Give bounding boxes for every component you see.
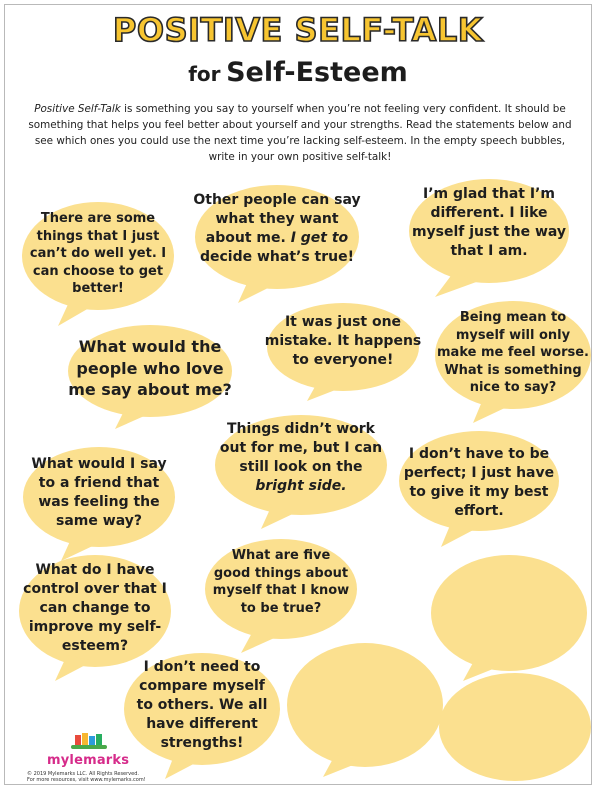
- speech-bubble: [192, 183, 362, 305]
- bubble-line: people who love: [76, 358, 224, 378]
- bubble-text: [19, 455, 179, 531]
- bubble-line: What would I say: [31, 456, 167, 472]
- bubble-line: I’m glad that I’m: [423, 186, 555, 202]
- bubble-text: [433, 309, 593, 397]
- speech-bubble: [263, 301, 423, 403]
- bubble-line: myself just the way: [411, 223, 567, 240]
- bubble-line: Things didn’t work: [227, 421, 375, 437]
- intro-paragraph: [27, 101, 573, 165]
- bubble-line: mistake. It happens: [264, 332, 422, 349]
- bubble-line: Other people can say: [193, 192, 361, 208]
- bubble-line: What do I have: [35, 562, 155, 578]
- bubble-line: myself that I know: [212, 583, 350, 599]
- bubble-line: things that I just: [36, 228, 160, 244]
- speech-bubble: [65, 323, 235, 431]
- bubble-line: to be true?: [240, 600, 322, 616]
- bubble-line-part: about me.: [205, 229, 291, 246]
- bubble-line: make me feel worse.: [437, 345, 589, 361]
- empty-speech-bubble[interactable]: [437, 671, 593, 785]
- speech-bubble: [18, 200, 178, 330]
- bubble-line: have different: [146, 715, 258, 732]
- bubble-line: What would the: [78, 337, 222, 356]
- bubble-line: to a friend that: [38, 474, 160, 491]
- bubble-line: what they want: [215, 210, 339, 227]
- bubble-line: same way?: [56, 512, 142, 529]
- bubble-line: myself will only: [455, 327, 571, 343]
- bubble-line: different. I like: [430, 204, 548, 221]
- bubble-line: to give it my best: [409, 483, 549, 500]
- page-title: POSITIVE SELF-TALK: [112, 11, 484, 49]
- speech-bubble: [211, 413, 391, 531]
- bubble-line: that I am.: [450, 242, 528, 259]
- bubble-line: improve my self-: [28, 618, 162, 635]
- speech-bubble: [395, 429, 563, 549]
- logo-icon: [69, 733, 111, 751]
- bubble-line: It was just one: [284, 314, 402, 330]
- bubble-line: Being mean to: [459, 310, 567, 325]
- bubble-line: decide what’s true!: [199, 248, 354, 265]
- bubble-line: can change to: [39, 599, 151, 616]
- bubble-text: [263, 313, 423, 370]
- logo-text: mylemarks: [47, 753, 130, 768]
- speech-bubble-shape: [429, 553, 589, 683]
- bubble-line: still look on the: [239, 458, 363, 475]
- bubble-line: strengths!: [160, 734, 244, 751]
- speech-bubble: [433, 299, 593, 425]
- bubble-line: better!: [72, 281, 124, 297]
- subtitle-main: Self-Esteem: [226, 57, 408, 88]
- bubble-line: What is something: [444, 362, 582, 378]
- resources-text: For more resources, visit www.mylemarks.com!: [27, 777, 146, 783]
- empty-speech-bubble[interactable]: [429, 553, 589, 683]
- bubble-line: There are some: [40, 211, 156, 226]
- bubble-text: [201, 547, 361, 617]
- speech-bubble-shape: [285, 641, 445, 779]
- bubble-text: [211, 420, 391, 496]
- bubble-line: I don’t need to: [143, 659, 261, 675]
- intro-lead: Positive Self-Talk: [34, 103, 121, 115]
- page-subtitle: [5, 57, 591, 88]
- worksheet-page: [4, 4, 592, 785]
- bubble-line: can’t do well yet. I: [29, 246, 167, 262]
- bubble-line: to everyone!: [292, 351, 394, 368]
- bubble-line: to others. We all: [136, 696, 268, 713]
- speech-bubble: [19, 445, 179, 563]
- bubble-line: bright side.: [255, 477, 347, 494]
- speech-bubble: [405, 177, 573, 299]
- speech-bubble: [201, 537, 361, 655]
- bubble-line: compare myself: [139, 677, 265, 694]
- bubble-text: [405, 185, 573, 261]
- empty-speech-bubble[interactable]: [285, 641, 445, 779]
- bubble-text: [65, 336, 235, 401]
- bubble-line: esteem?: [61, 637, 129, 654]
- bubble-line: nice to say?: [469, 380, 557, 396]
- bubble-line: control over that I: [23, 580, 167, 597]
- bubble-line: was feeling the: [38, 493, 160, 510]
- bubble-italic-part: I get to: [290, 229, 349, 246]
- bubble-line: me say about me?: [68, 380, 232, 400]
- bubble-line: out for me, but I can: [219, 439, 383, 456]
- bubble-line: effort.: [454, 502, 504, 519]
- bubble-line: I don’t have to be: [408, 446, 550, 462]
- bubble-text: [15, 561, 175, 655]
- bubble-line: can choose to get: [32, 263, 164, 279]
- copyright-text: © 2019 Mylemarks LLC. All Rights Reserved.: [27, 771, 139, 777]
- speech-bubble-shape: [437, 671, 593, 785]
- bubble-text: [395, 445, 563, 521]
- bubble-line: What are five: [231, 548, 331, 563]
- bubble-text: [18, 210, 178, 298]
- intro-body: is something you say to yourself when you’re not feeling very confident. It should be something that helps you feel better about yourself and your strengths. Read the statements below and see which ones you could use the next time you’re lacking self-esteem. In the empty speech bubbles, write in your own positive self-talk!: [28, 103, 572, 163]
- bubble-line: perfect; I just have: [403, 464, 555, 481]
- subtitle-prefix: for: [188, 62, 221, 86]
- bubble-text: [192, 191, 362, 267]
- bubble-line: [192, 229, 362, 248]
- mylemarks-logo: [19, 733, 159, 785]
- bubble-line: good things about: [213, 565, 349, 581]
